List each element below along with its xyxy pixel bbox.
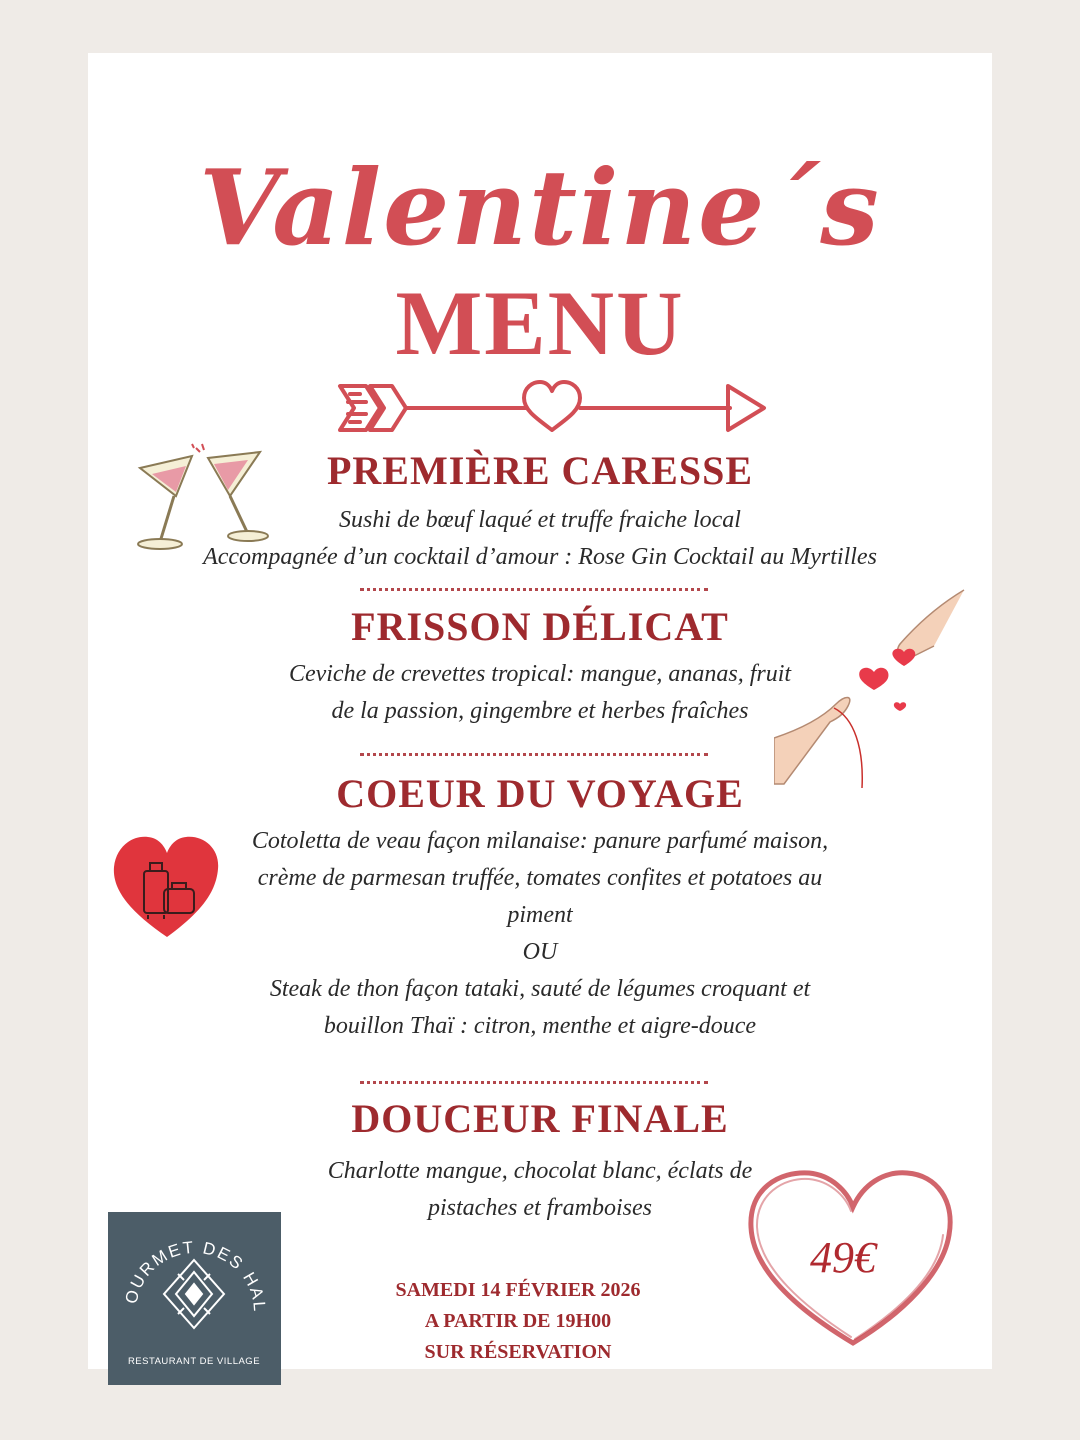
description-line: Accompagnée d’un cocktail d’amour : Rose Gin Cocktail au Myrtilles — [203, 544, 877, 570]
description-line: de la passion, gingembre et herbes fraîches — [331, 698, 749, 724]
course-title-douceur-finale: DOUCEUR FINALE — [351, 1096, 729, 1141]
description-line: Steak de thon façon tataki, sauté de légumes croquant et — [269, 976, 811, 1002]
logo-diamond-icon — [108, 1212, 281, 1385]
description-line: Ceviche de crevettes tropical: mangue, ananas, fruit — [288, 661, 792, 687]
description-line: Sushi de bœuf laqué et truffe fraiche local — [339, 507, 741, 533]
menu-title: MENU — [395, 272, 685, 374]
description-line: pistaches et framboises — [428, 1195, 652, 1221]
dotted-divider — [360, 588, 708, 591]
heart-luggage-icon — [112, 833, 222, 943]
course-title-frisson-delicat: FRISSON DÉLICAT — [351, 604, 729, 649]
cocktail-glasses-icon — [130, 438, 270, 558]
course-title-premiere-caresse: PREMIÈRE CARESSE — [326, 448, 754, 493]
event-booking: SUR RÉSERVATION — [424, 1341, 612, 1363]
dotted-divider — [360, 753, 708, 756]
restaurant-logo — [108, 1212, 281, 1385]
description-line: crème de parmesan truffée, tomates confites et potatoes au — [257, 865, 823, 891]
svg-text:RESTAURANT DE VILLAGE: RESTAURANT DE VILLAGE — [127, 1356, 261, 1367]
description-line: piment — [507, 902, 573, 928]
event-date: SAMEDI 14 FÉVRIER 2026 — [395, 1279, 641, 1301]
event-time: A PARTIR DE 19H00 — [424, 1310, 612, 1332]
description-line: Cotoletta de veau façon milanaise: panure parfumé maison, — [251, 828, 829, 854]
svg-text:LE GOURMET DES HALLES: OURMET DES HAL — [121, 1237, 270, 1314]
price: 49€ — [810, 1233, 876, 1282]
description-line: Charlotte mangue, chocolat blanc, éclats de — [327, 1158, 753, 1184]
dotted-divider — [360, 1081, 708, 1084]
script-title: Valentine´s — [199, 146, 881, 269]
description-line: OU — [522, 939, 558, 965]
menu-card — [88, 53, 992, 1369]
course-title-coeur-du-voyage: COEUR DU VOYAGE — [336, 771, 744, 816]
course-description-coeur-du-voyage — [148, 823, 932, 1045]
description-line: bouillon Thaï : citron, menthe et aigre-douce — [323, 1013, 757, 1039]
arrow-heart-icon — [336, 378, 768, 438]
event-info — [318, 1275, 718, 1368]
hands-heart-icon — [774, 588, 968, 788]
